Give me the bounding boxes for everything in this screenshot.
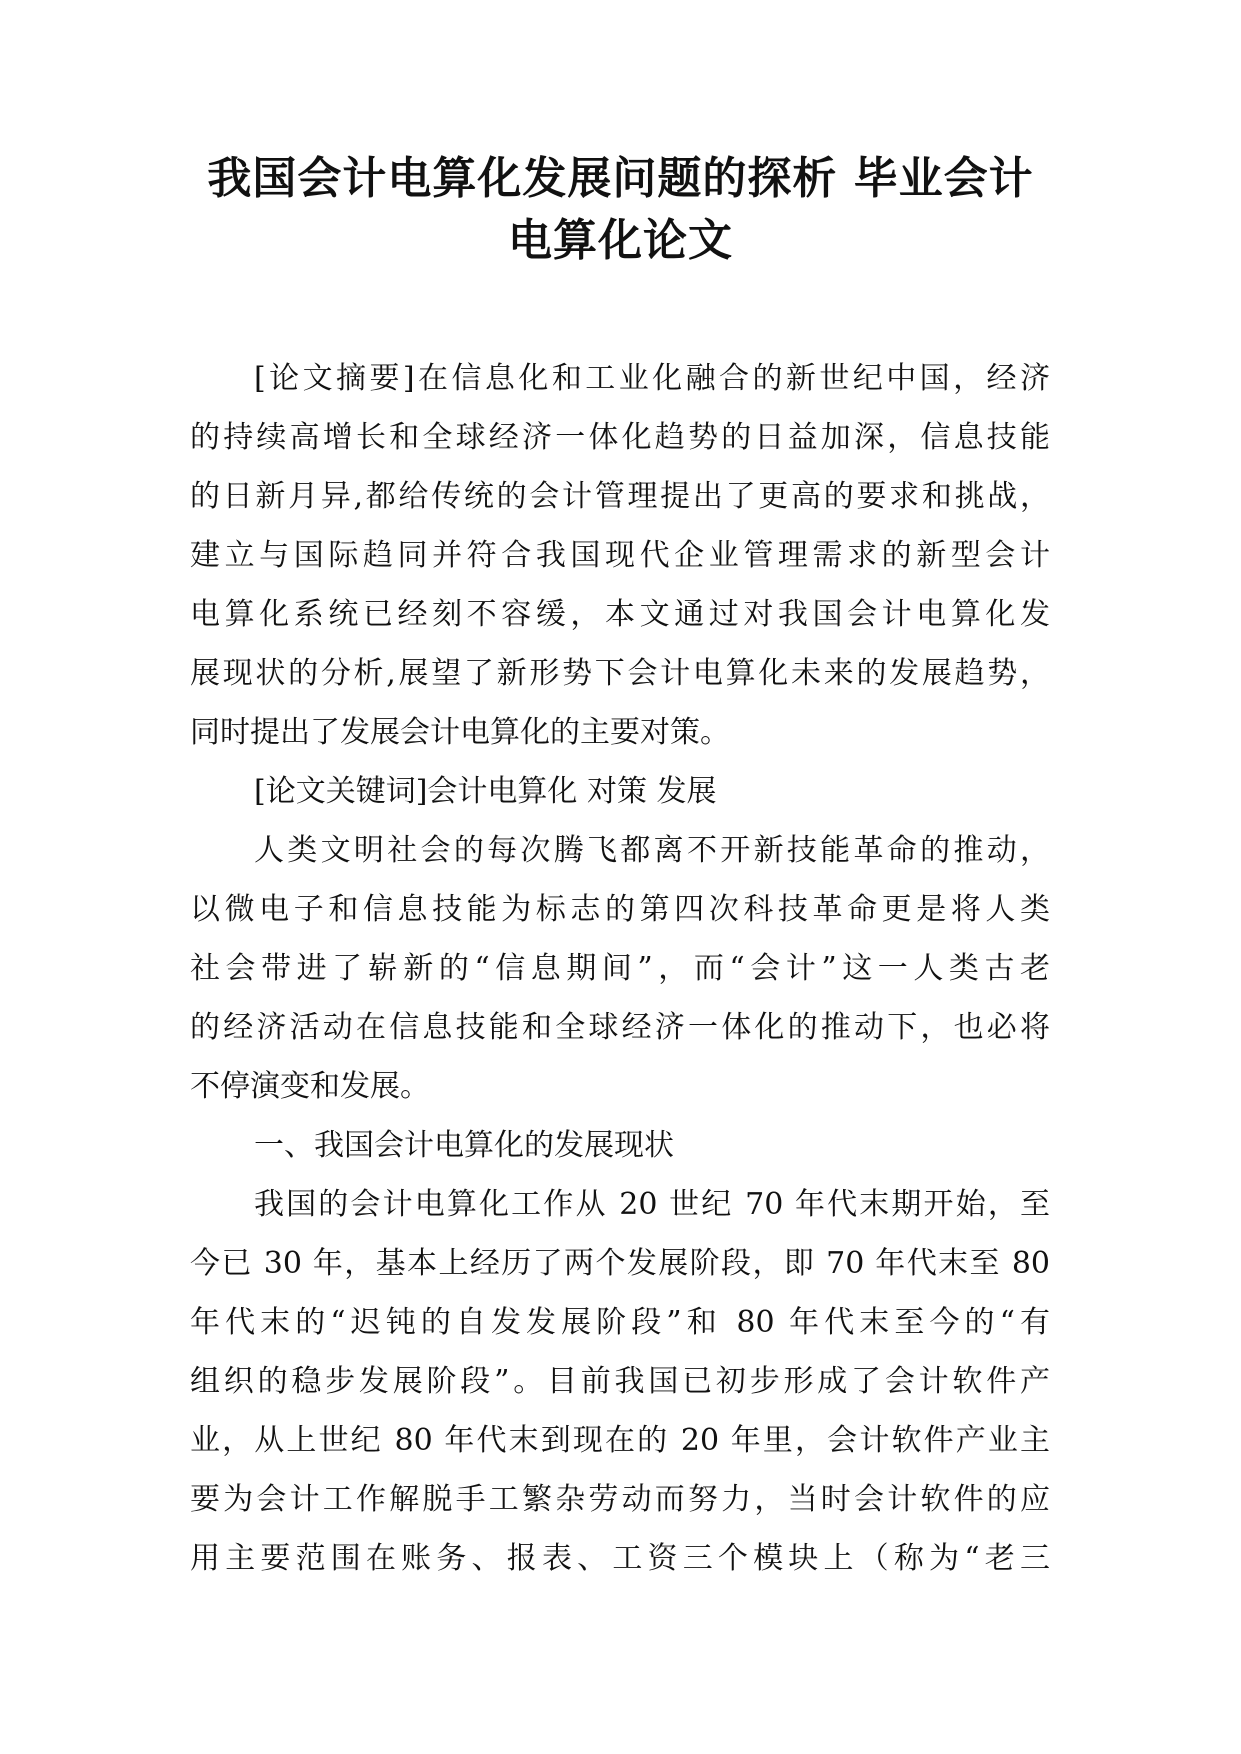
text-line: 社会带进了崭新的“信息期间”，而“会计”这一人类古老 <box>190 951 1050 986</box>
text-line: 我国的会计电算化工作从 20 世纪 70 年代末期开始，至 <box>254 1187 1050 1222</box>
intro-paragraph <box>190 821 1050 1116</box>
text-line: 用主要范围在账务、报表、工资三个模块上（称为“老三 <box>190 1541 1050 1576</box>
title-line: 我国会计电算化发展问题的探析 毕业会计 <box>207 153 1034 204</box>
text-line: 年代末的“迟钝的自发发展阶段”和 80 年代末至今的“有 <box>190 1305 1050 1340</box>
title-line: 电算化论文 <box>508 215 733 266</box>
text-line: 组织的稳步发展阶段”。目前我国已初步形成了会计软件产 <box>190 1364 1050 1399</box>
text-line: 不停演变和发展。 <box>190 1069 430 1104</box>
text-line: 今已 30 年，基本上经历了两个发展阶段，即 70 年代末至 80 <box>190 1246 1050 1281</box>
section-heading <box>190 1116 1050 1175</box>
text-line: 的持续高增长和全球经济一体化趋势的日益加深，信息技能 <box>190 420 1050 455</box>
text-line: [论文摘要]在信息化和工业化融合的新世纪中国，经济 <box>254 361 1050 396</box>
text-line: 人类文明社会的每次腾飞都离不开新技能革命的推动， <box>254 833 1050 868</box>
text-line: 展现状的分析,展望了新形势下会计电算化未来的发展趋势， <box>190 656 1050 691</box>
text-line: [论文关键词]会计电算化 对策 发展 <box>254 774 717 809</box>
text-line: 的日新月异,都给传统的会计管理提出了更高的要求和挑战， <box>190 479 1050 514</box>
text-line: 建立与国际趋同并符合我国现代企业管理需求的新型会计 <box>190 538 1050 573</box>
text-line: 要为会计工作解脱手工繁杂劳动而努力，当时会计软件的应 <box>190 1482 1050 1517</box>
abstract-paragraph <box>190 349 1050 762</box>
keywords-paragraph <box>190 762 1050 821</box>
text-line: 电算化系统已经刻不容缓，本文通过对我国会计电算化发 <box>190 597 1050 632</box>
text-line: 一、我国会计电算化的发展现状 <box>254 1128 674 1163</box>
text-line: 同时提出了发展会计电算化的主要对策。 <box>190 715 730 750</box>
text-line: 的经济活动在信息技能和全球经济一体化的推动下，也必将 <box>190 1010 1050 1045</box>
document-body <box>190 349 1050 1588</box>
text-line: 业，从上世纪 80 年代末到现在的 20 年里，会计软件产业主 <box>190 1423 1050 1458</box>
text-line: 以微电子和信息技能为标志的第四次科技革命更是将人类 <box>190 892 1050 927</box>
document-title <box>150 148 1091 272</box>
section1-paragraph <box>190 1175 1050 1588</box>
